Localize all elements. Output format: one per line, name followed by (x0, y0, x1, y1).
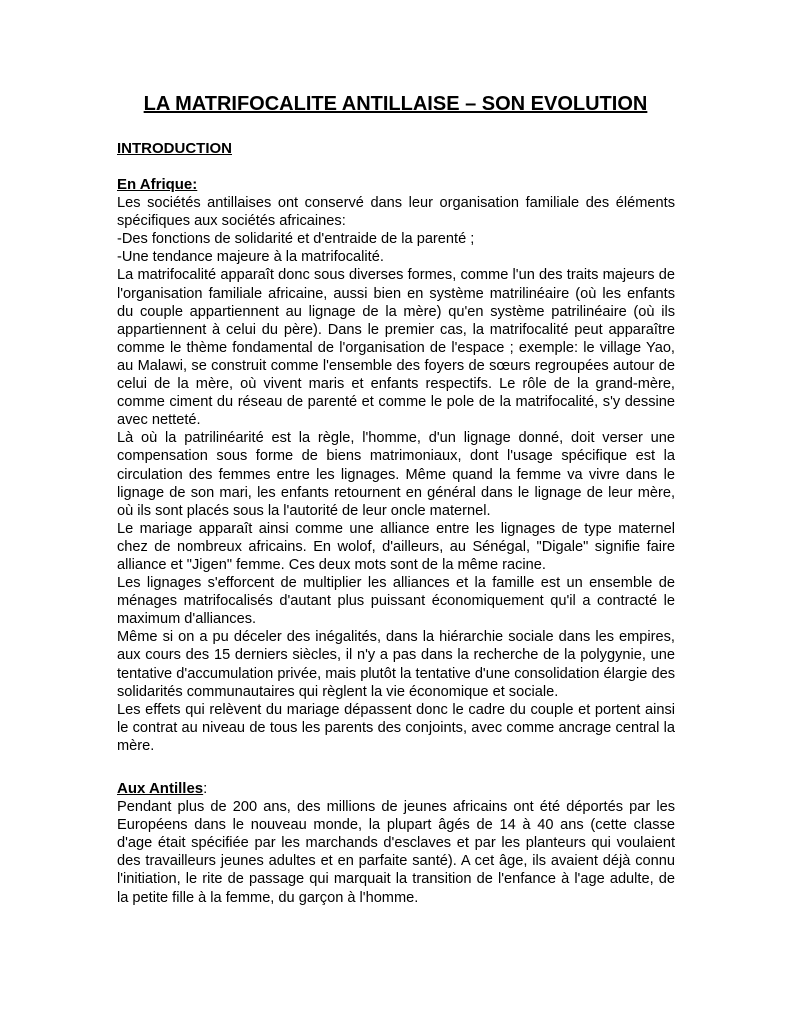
section-antilles (117, 780, 675, 907)
section-antilles-heading-colon: : (203, 780, 208, 797)
paragraph: Pendant plus de 200 ans, des millions de jeunes africains ont été déportés par les Européens dans le nouveau monde, la plupart âgés de 14 à 40 ans (cette classe d'age était spécifiée par les marchands d'esclaves et par les planteurs qui voulaient des travailleurs jeunes adultes et en parfaite santé). A cet âge, ils avaient déjà connu l'initiation, le rite de passage qui marquait la transition de l'enfance à l'age adulte, de la petite fille à la femme, du garçon à l'homme. (117, 799, 675, 906)
paragraph: Les effets qui relèvent du mariage dépassent donc le cadre du couple et portent ainsi le contrat au niveau de tous les parents des conjoints, avec comme ancrage central la mère. (117, 701, 675, 754)
section-africa-heading: En Afrique: (117, 176, 198, 193)
document-title: LA MATRIFOCALITE ANTILLAISE – SON EVOLUTION (143, 93, 648, 115)
section-africa (117, 176, 675, 755)
paragraph: -Des fonctions de solidarité et d'entraide de la parenté ; (117, 231, 475, 248)
section-antilles-heading-text: Aux Antilles (117, 780, 204, 797)
paragraph: La matrifocalité apparaît donc sous diverses formes, comme l'un des traits majeurs de l'organisation familiale africaine, aussi bien en système matrilinéaire (où les enfants du couple appartiennent au lignage de la mère) qu'en système patrilinéaire (où ils appartiennent à celui du père). Dans le premier cas, la matrifocalité peut apparaître comme le thème fondamental de l'organisation de l'espace ; exemple: le village Yao, au Malawi, se construit comme l'ensemble des foyers de sœurs regroupées autour de celui de la mère, où vivent maris et enfants respectifs. Le rôle de la grand-mère, comme ciment du réseau de parenté et comme le pole de la matrifocalité, s'y dessine avec netteté. (117, 267, 675, 429)
paragraph: Le mariage apparaît ainsi comme une alliance entre les lignages de type maternel chez de nombreux africains. En wolof, d'ailleurs, au Sénégal, "Digale" signifie faire alliance et "Jigen" femme. Ces deux mots sont de la même racine. (117, 520, 675, 573)
paragraph: Les lignages s'efforcent de multiplier les alliances et la famille est un ensemble de ménages matrifocalisés d'autant plus puissant économiquement qu'il a contracté le maximum d'alliances. (117, 575, 675, 628)
introduction-heading: INTRODUCTION (117, 140, 232, 157)
paragraph: Même si on a pu déceler des inégalités, dans la hiérarchie sociale dans les empires, aux cours des 15 derniers siècles, il n'y a pas dans la recherche de la polygynie, une tentative d'accumulation privée, mais plutôt la tentative d'une consolidation élargie des solidarités communautaires qui règlent la vie économique et sociale. (117, 629, 675, 700)
paragraph: Là où la patrilinéarité est la règle, l'homme, d'un lignage donné, doit verser une compensation sous forme de biens matrimoniaux, dont l'usage spécifique est la circulation des femmes entre les lignages. Même quand la femme va vivre dans le lignage de son mari, les enfants retournent en général dans le lignage de leur mère, où ils sont placés sous la l'autorité de leur oncle maternel. (117, 430, 675, 519)
paragraph: Les sociétés antillaises ont conservé dans leur organisation familiale des éléments spécifiques aux sociétés africaines: (117, 195, 675, 230)
paragraph: -Une tendance majeure à la matrifocalité. (117, 249, 384, 266)
section-antilles-heading (117, 780, 675, 798)
